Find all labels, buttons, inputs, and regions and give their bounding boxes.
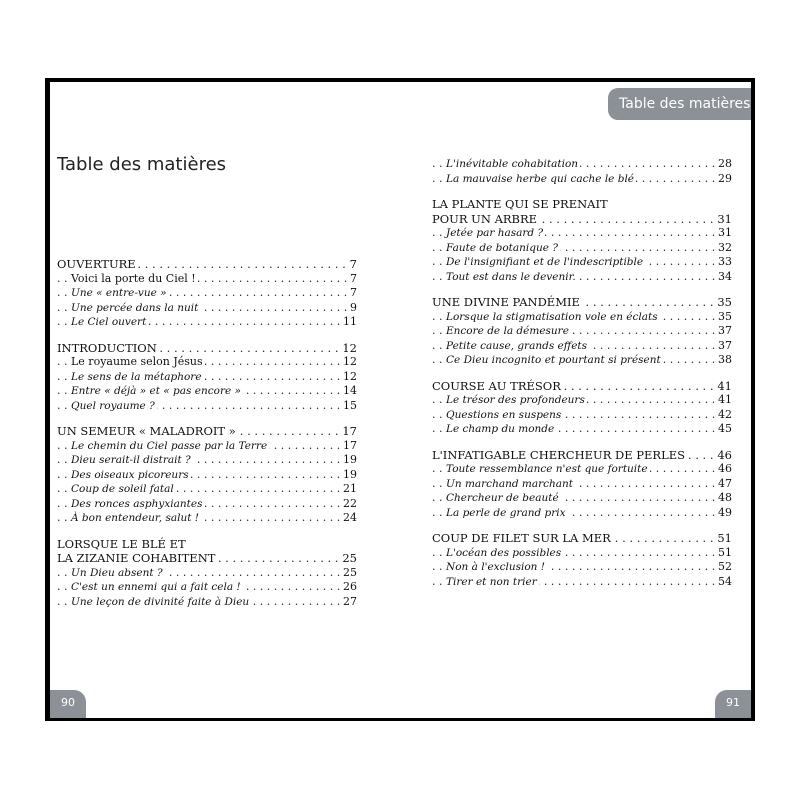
toc-entry — [57, 511, 357, 526]
toc-section — [432, 531, 732, 589]
toc-chapter — [57, 537, 357, 552]
page-ref: 17 — [343, 438, 357, 452]
left-page — [50, 82, 400, 718]
page-ref: 45 — [718, 422, 732, 435]
toc-chapter — [432, 197, 732, 212]
page-ref: 46 — [717, 447, 732, 462]
toc-chapter — [432, 531, 732, 546]
toc-chapter — [57, 341, 357, 356]
page-ref: 11 — [343, 315, 357, 328]
chapter-title: . . . UNE DIVINE PANDÉMIE — [432, 295, 580, 309]
chapter-title: . . . OUVERTURE — [57, 257, 136, 271]
chapter-title: . . . POUR UN ARBRE — [432, 211, 538, 226]
toc-entry — [432, 157, 732, 172]
toc-entry — [57, 580, 357, 595]
page-ref: 17 — [342, 424, 357, 438]
chapter-title: . . . LA ZIZANIE COHABITENT — [57, 551, 216, 565]
entry-title: . . . Petite cause, grands effets — [446, 339, 588, 352]
toc-entry — [432, 491, 732, 506]
right-page-number: 91 — [715, 690, 751, 718]
page-ref: 35 — [717, 295, 732, 309]
entry-title: . . . Le chemin du Ciel passe par la Terre — [71, 439, 268, 452]
chapter-title: LORSQUE LE BLÉ ET — [57, 536, 186, 551]
page-ref: 31 — [717, 211, 732, 226]
page-ref: 38 — [718, 353, 732, 366]
page-ref: 12 — [343, 369, 357, 383]
page-ref: 14 — [343, 384, 357, 397]
entry-title: . . . Dieu serait-il distrait ? — [71, 454, 191, 466]
page-ref: 7 — [349, 257, 357, 271]
page-ref: 34 — [718, 269, 732, 283]
page-ref: 25 — [343, 565, 357, 579]
entry-title: . . . Le Ciel ouvert — [71, 316, 147, 328]
toc-title: Table des matières — [57, 154, 227, 175]
chapter-title: . . . INTRODUCTION — [57, 340, 157, 355]
toc-entry — [432, 560, 732, 575]
entry-title: . . . Un Dieu absent ? — [71, 566, 163, 579]
toc-entry — [57, 272, 357, 287]
page-ref: 15 — [343, 398, 357, 412]
toc-entry — [432, 477, 732, 492]
page-ref: 51 — [718, 545, 732, 559]
page-ref: 19 — [343, 453, 357, 466]
entry-title: . . . Tout est dans le devenir. — [446, 270, 576, 283]
entry-title: . . . Encore de la démesure — [446, 325, 569, 337]
entry-title: . . . Chercheur de beauté — [446, 492, 559, 504]
toc-chapter — [432, 448, 732, 463]
toc-section — [432, 448, 732, 521]
toc-entry — [432, 393, 732, 408]
toc-entry — [57, 355, 357, 370]
header-tab: Table des matières — [608, 88, 751, 120]
toc-entry — [432, 172, 732, 187]
toc-entry — [432, 241, 732, 256]
page-ref: 19 — [343, 467, 357, 481]
chapter-title: LA PLANTE QUI SE PRENAIT — [432, 197, 608, 211]
entry-title: . . . Une « entre-vue » — [71, 287, 167, 299]
page-ref: 48 — [718, 491, 732, 504]
page-ref: 51 — [717, 531, 732, 545]
entry-title: . . . Lorsque la stigmatisation vole en éclats — [446, 310, 658, 323]
toc-entry — [432, 324, 732, 339]
toc-section — [57, 537, 357, 610]
entry-title: . . . À bon entendeur, salut ! — [71, 512, 200, 524]
page-ref: 7 — [350, 286, 357, 299]
page-ref: 54 — [718, 574, 732, 588]
toc-entry — [432, 462, 732, 477]
entry-title: . . . Ce Dieu incognito et pourtant si présent — [446, 354, 661, 366]
page-ref: 41 — [717, 378, 732, 393]
entry-title: . . . La mauvaise herbe qui cache le blé — [446, 172, 635, 185]
page-ref: 7 — [350, 271, 357, 285]
entry-title: . . . Le champ du monde — [446, 423, 555, 435]
toc-section — [57, 424, 357, 526]
toc-entry — [432, 353, 732, 368]
entry-title: . . . Le sens de la métaphore — [71, 370, 202, 383]
page-ref: 28 — [718, 157, 732, 170]
toc-entry — [432, 270, 732, 285]
page-ref: 24 — [343, 511, 357, 524]
toc-entry — [432, 226, 732, 241]
page-ref: 46 — [718, 462, 732, 475]
chapter-title: . . . UN SEMEUR « MALADROIT » — [57, 424, 236, 438]
page-ref: 41 — [718, 393, 732, 406]
toc-chapter — [57, 257, 357, 272]
toc-entry — [57, 497, 357, 512]
entry-title: . . . De l'insignifiant et de l'indescriptible — [446, 256, 644, 268]
page-ref: 32 — [718, 240, 732, 254]
toc-entry — [57, 286, 357, 301]
toc-section — [57, 257, 357, 330]
toc-entry — [57, 399, 357, 414]
right-page — [400, 82, 751, 718]
entry-title: . . . La perle de grand prix — [446, 506, 566, 519]
left-page-number: 90 — [50, 690, 86, 718]
toc-entry — [432, 422, 732, 437]
entry-title: . . . Questions en suspens — [446, 408, 562, 421]
toc-entry — [432, 506, 732, 521]
page-ref: 21 — [343, 482, 357, 495]
entry-title: . . . Le royaume selon Jésus — [71, 355, 203, 368]
toc-entry — [432, 339, 732, 354]
entry-title: . . . Le trésor des profondeurs — [446, 394, 585, 406]
entry-title: . . . Jetée par hasard ? — [446, 227, 544, 239]
page-ref: 33 — [718, 255, 732, 268]
entry-title: . . . C'est un ennemi qui a fait cela ! — [71, 581, 241, 593]
toc-entry — [432, 546, 732, 561]
entry-title: . . . Une percée dans la nuit — [71, 301, 199, 314]
entry-title: . . . Un marchand marchant — [446, 477, 574, 490]
page-ref: 29 — [718, 171, 732, 185]
toc-entry — [432, 310, 732, 325]
toc-entry — [57, 384, 357, 399]
entry-title: . . . Non à l'exclusion ! — [446, 561, 545, 573]
entry-title: . . . Une leçon de divinité faite à Dieu — [71, 595, 250, 608]
page-ref: 31 — [718, 226, 732, 239]
chapter-title: . . . COUP DE FILET SUR LA MER — [432, 531, 611, 545]
toc-continuation — [432, 157, 732, 186]
toc-section — [432, 295, 732, 368]
toc-chapter — [57, 424, 357, 439]
page-ref: 12 — [343, 355, 357, 368]
toc-entry — [432, 408, 732, 423]
entry-title: . . . L'océan des possibles — [446, 546, 562, 559]
page-ref: 22 — [343, 496, 357, 510]
toc-entry — [57, 566, 357, 581]
page-ref: 42 — [718, 407, 732, 421]
toc-section — [432, 197, 732, 284]
page-ref: 25 — [342, 551, 357, 565]
toc-entry — [57, 468, 357, 483]
entry-title: . . . Des oiseaux picoreurs — [71, 468, 189, 481]
toc-entry — [57, 370, 357, 385]
page-ref: 27 — [343, 594, 357, 608]
toc-entry — [57, 453, 357, 468]
page-ref: 26 — [343, 580, 357, 593]
page-ref: 37 — [718, 338, 732, 352]
page-ref: 12 — [342, 340, 357, 355]
toc-entry — [57, 301, 357, 316]
entry-title: . . . Toute ressemblance n'est que fortuite — [446, 463, 648, 475]
entry-title: . . . Tirer et non trier — [446, 575, 537, 588]
chapter-title: . . . L'INFATIGABLE CHERCHEUR DE PERLES — [432, 447, 685, 462]
page-ref: 49 — [718, 505, 732, 519]
toc-entry — [57, 439, 357, 454]
entry-title: . . . Faute de botanique ? — [446, 241, 558, 254]
toc-chapter — [432, 295, 732, 310]
toc-chapter — [432, 212, 732, 227]
toc-entry — [57, 315, 357, 330]
page-ref: 9 — [350, 300, 357, 314]
page-ref: 47 — [718, 476, 732, 490]
toc-left — [57, 257, 357, 620]
toc-entry — [57, 482, 357, 497]
page-ref: 37 — [718, 324, 732, 337]
page-ref: 52 — [718, 560, 732, 573]
toc-chapter — [57, 551, 357, 566]
toc-chapter — [432, 379, 732, 394]
entry-title: . . . Voici la porte du Ciel ! — [71, 271, 196, 285]
entry-title: . . . Des ronces asphyxiantes — [71, 497, 203, 510]
entry-title: . . . Coup de soleil fatal — [71, 483, 174, 495]
toc-section — [432, 379, 732, 437]
toc-section — [57, 341, 357, 414]
toc-entry — [432, 575, 732, 590]
toc-entry — [57, 595, 357, 610]
entry-title: . . . Entre « déjà » et « pas encore » — [71, 385, 241, 397]
entry-title: . . . Quel royaume ? — [71, 399, 155, 412]
entry-title: . . . L'inévitable cohabitation — [446, 158, 579, 170]
toc-entry — [432, 255, 732, 270]
page-ref: 35 — [718, 309, 732, 323]
toc-right — [432, 157, 732, 600]
chapter-title: . . . COURSE AU TRÉSOR — [432, 378, 561, 393]
